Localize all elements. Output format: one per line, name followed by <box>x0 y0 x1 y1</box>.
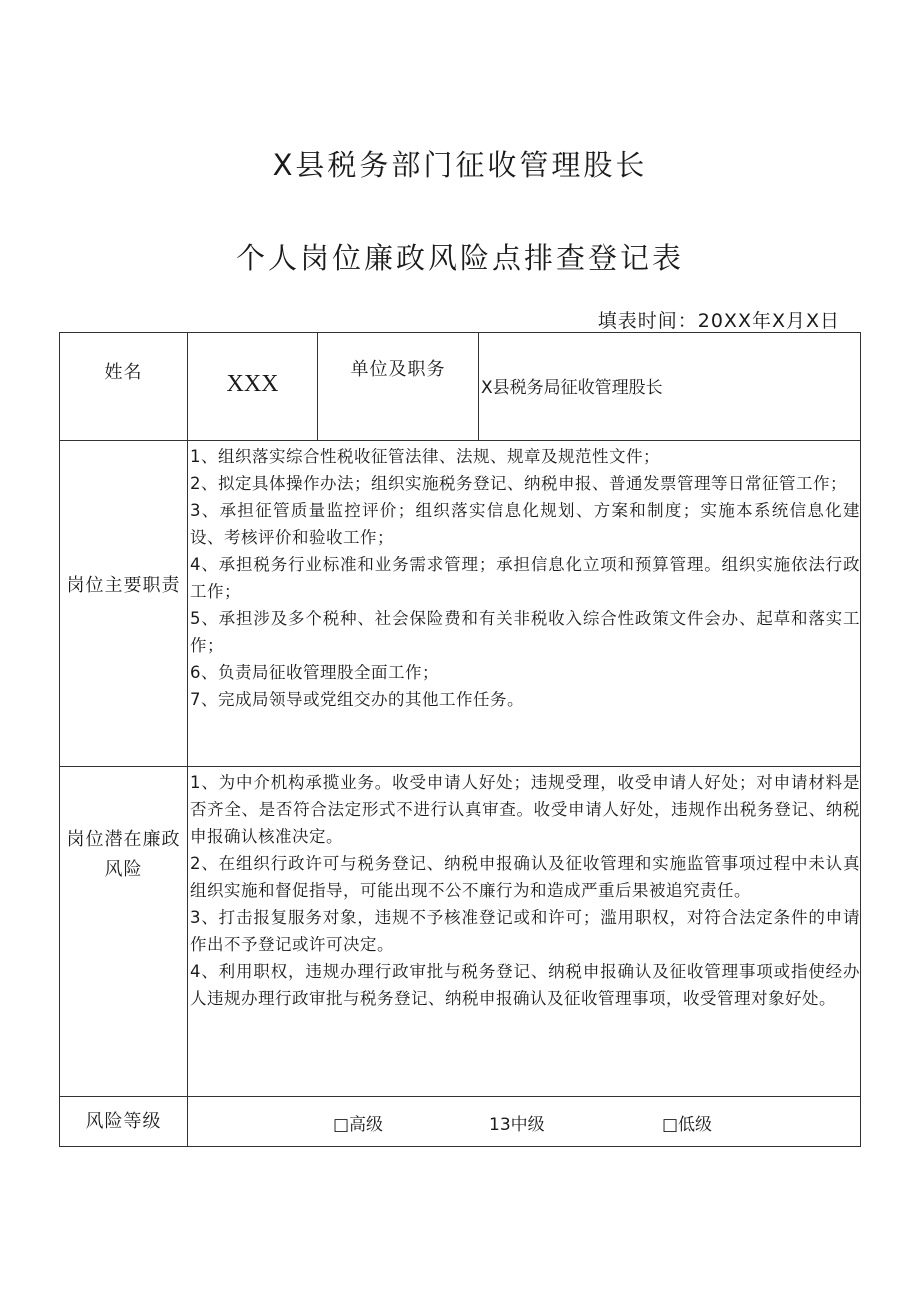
risk-item: 4、利用职权，违规办理行政审批与税务登记、纳税申报确认及征收管理事项或指使经办人违规办理行政审批与税务登记、纳税申报确认及征收管理事项，收受管理对象好处。 <box>190 962 860 1008</box>
risks-content-cell <box>188 767 861 1097</box>
risk-level-low-option[interactable]: □低级 <box>662 1115 713 1135</box>
unit-label-cell <box>318 333 479 441</box>
name-value: XXX <box>226 371 279 397</box>
row-risk-level <box>60 1097 861 1147</box>
registration-table <box>59 332 861 1147</box>
duty-item: 3、承担征管质量监控评价；组织落实信息化规划、方案和制度；实施本系统信息化建设、考核评价和验收工作； <box>190 501 860 547</box>
risk-item: 1、为中介机构承揽业务。收受申请人好处；违规受理，收受申请人好处；对申请材料是否齐全、是否符合法定形式不进行认真审查。收受申请人好处，违规作出税务登记、纳税申报确认核准决定。 <box>190 773 860 846</box>
risks-label-cell <box>60 767 188 1097</box>
risks-label: 岗位潜在廉政风险 <box>66 829 181 880</box>
duty-item: 4、承担税务行业标准和业务需求管理；承担信息化立项和预算管理。组织实施依法行政工作； <box>190 555 860 601</box>
unit-label: 单位及职务 <box>350 359 446 380</box>
duty-item: 6、负责局征收管理股全面工作； <box>190 663 439 682</box>
duty-item: 1、组织落实综合性税收征管法律、法规、规章及规范性文件； <box>190 447 660 466</box>
unit-value: X县税务局征收管理股长 <box>481 378 663 398</box>
duty-item: 5、承担涉及多个税种、社会保险费和有关非税收入综合性政策文件会办、起草和落实工作； <box>190 609 860 655</box>
row-name-unit <box>60 333 861 441</box>
risk-item: 2、在组织行政许可与税务登记、纳税申报确认及征收管理和实施监管事项过程中未认真组织实施和督促指导，可能出现不公不廉行为和造成严重后果被追究责任。 <box>190 854 860 900</box>
risk-level-medium-option[interactable]: 13中级 <box>489 1115 545 1135</box>
risk-level-label: 风险等级 <box>85 1111 162 1132</box>
name-label: 姓名 <box>104 362 143 383</box>
unit-value-cell <box>479 333 861 441</box>
duty-item: 7、完成局领导或党组交办的其他工作任务。 <box>190 690 524 709</box>
duties-content-cell <box>188 441 861 767</box>
duty-item: 2、拟定具体操作办法；组织实施税务登记、纳税申报、普通发票管理等日常征管工作； <box>190 474 847 493</box>
name-label-cell <box>60 333 188 441</box>
duties-label-cell <box>60 441 188 767</box>
document-title-line2: 个人岗位廉政风险点排查登记表 <box>235 241 684 275</box>
duties-label: 岗位主要职责 <box>66 575 181 596</box>
fill-date: 填表时间：20XX年X月X日 <box>597 310 840 332</box>
row-risks <box>60 767 861 1097</box>
risk-item: 3、打击报复服务对象，违规不予核准登记或和许可；滥用职权，对符合法定条件的申请作出不予登记或许可决定。 <box>190 908 860 954</box>
risk-level-high-option[interactable]: □高级 <box>333 1115 384 1135</box>
risk-level-options-cell <box>188 1097 861 1147</box>
document-title-line1: X县税务部门征收管理股长 <box>272 148 648 182</box>
row-duties <box>60 441 861 767</box>
risk-level-label-cell <box>60 1097 188 1147</box>
name-value-cell <box>188 333 318 441</box>
